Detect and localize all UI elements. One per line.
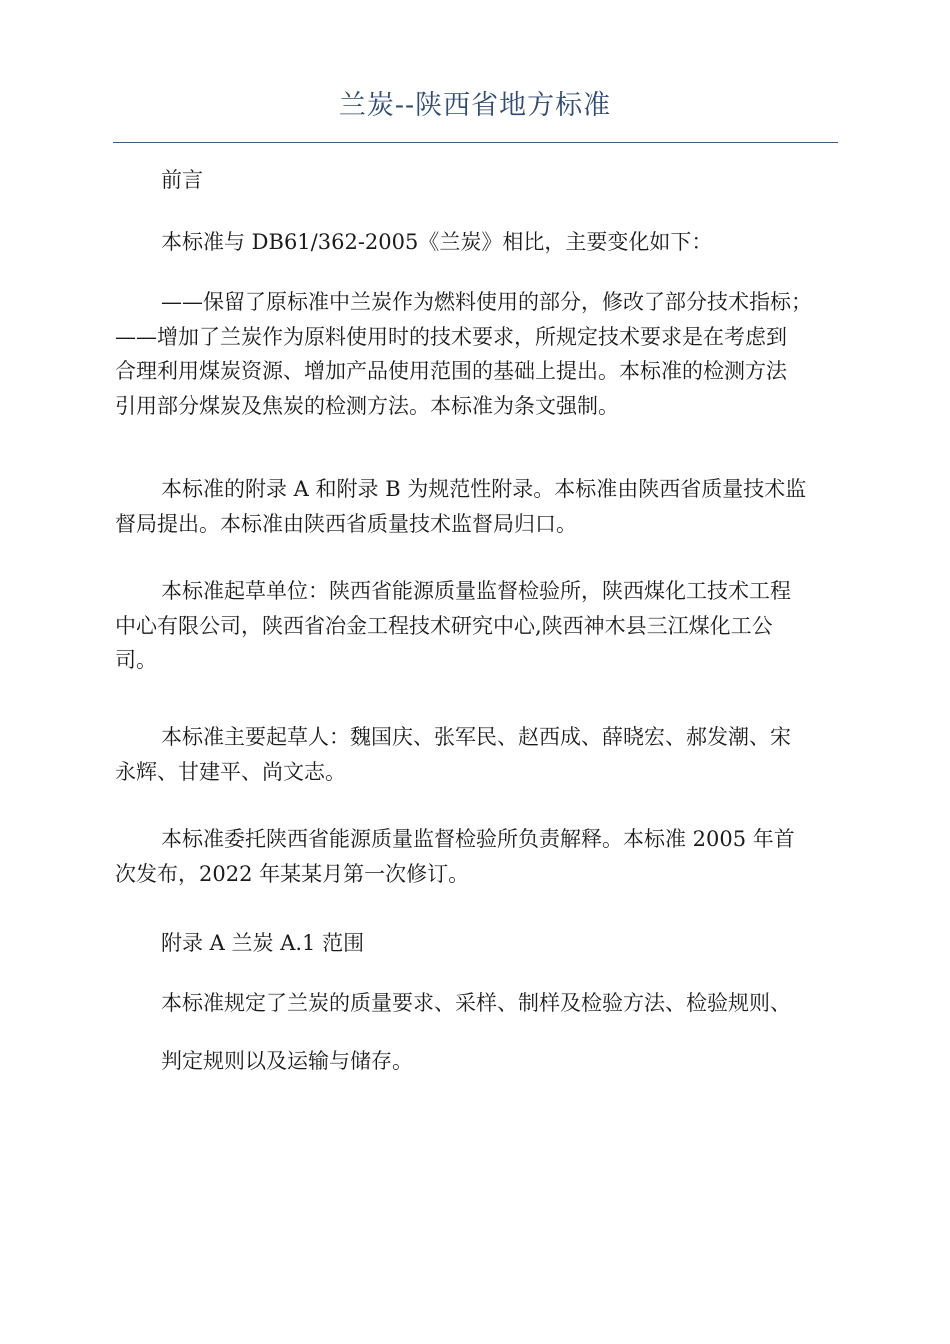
- appendix-line-2: 督局提出。本标准由陕西省质量技术监督局归口。: [115, 511, 577, 536]
- appendix-line-1: 本标准的附录 A 和附录 B 为规范性附录。本标准由陕西省质量技术监: [161, 477, 807, 501]
- annex-heading: 附录 A 兰炭 A.1 范围: [161, 931, 365, 955]
- foreword-heading: 前言: [161, 168, 203, 192]
- document-title: 兰炭--陕西省地方标准: [338, 90, 612, 121]
- changes-line-4: 引用部分煤炭及焦炭的检测方法。本标准为条文强制。: [115, 393, 619, 418]
- changes-line-3: 合理利用煤炭资源、增加产品使用范围的基础上提出。本标准的检测方法: [115, 359, 787, 383]
- changes-line-1: ——保留了原标准中兰炭作为燃料使用的部分，修改了部分技术指标；: [161, 290, 812, 314]
- appendix-paragraph: [115, 472, 840, 541]
- drafting-units-line-3: 司。: [115, 648, 157, 672]
- drafters-paragraph: [115, 720, 840, 789]
- scope-line-1: 本标准规定了兰炭的质量要求、采样、制样及检验方法、检验规则、: [161, 991, 791, 1015]
- drafters-line-1: 本标准主要起草人：魏国庆、张军民、赵西成、薛晓宏、郝发潮、宋: [161, 725, 791, 749]
- interpretation-line-2: 次发布，2022 年某某月第一次修订。: [115, 861, 470, 886]
- scope-line-2: 判定规则以及运输与储存。: [161, 1049, 413, 1073]
- changes-paragraph: [115, 285, 840, 423]
- drafting-units-paragraph: [115, 574, 840, 678]
- drafting-units-line-2: 中心有限公司，陕西省冶金工程技术研究中心,陕西神木县三江煤化工公: [115, 613, 773, 638]
- interpretation-line-1: 本标准委托陕西省能源质量监督检验所负责解释。本标准 2005 年首: [161, 827, 795, 851]
- interpretation-paragraph: [115, 822, 840, 891]
- changes-intro: 本标准与 DB61/362-2005《兰炭》相比，主要变化如下：: [161, 230, 713, 254]
- drafting-units-line-1: 本标准起草单位：陕西省能源质量监督检验所，陕西煤化工技术工程: [161, 579, 791, 603]
- title-divider: [113, 142, 838, 143]
- drafters-line-2: 永辉、甘建平、尚文志。: [115, 759, 346, 784]
- changes-line-2: ——增加了兰炭作为原料使用时的技术要求，所规定技术要求是在考虑到: [115, 324, 787, 349]
